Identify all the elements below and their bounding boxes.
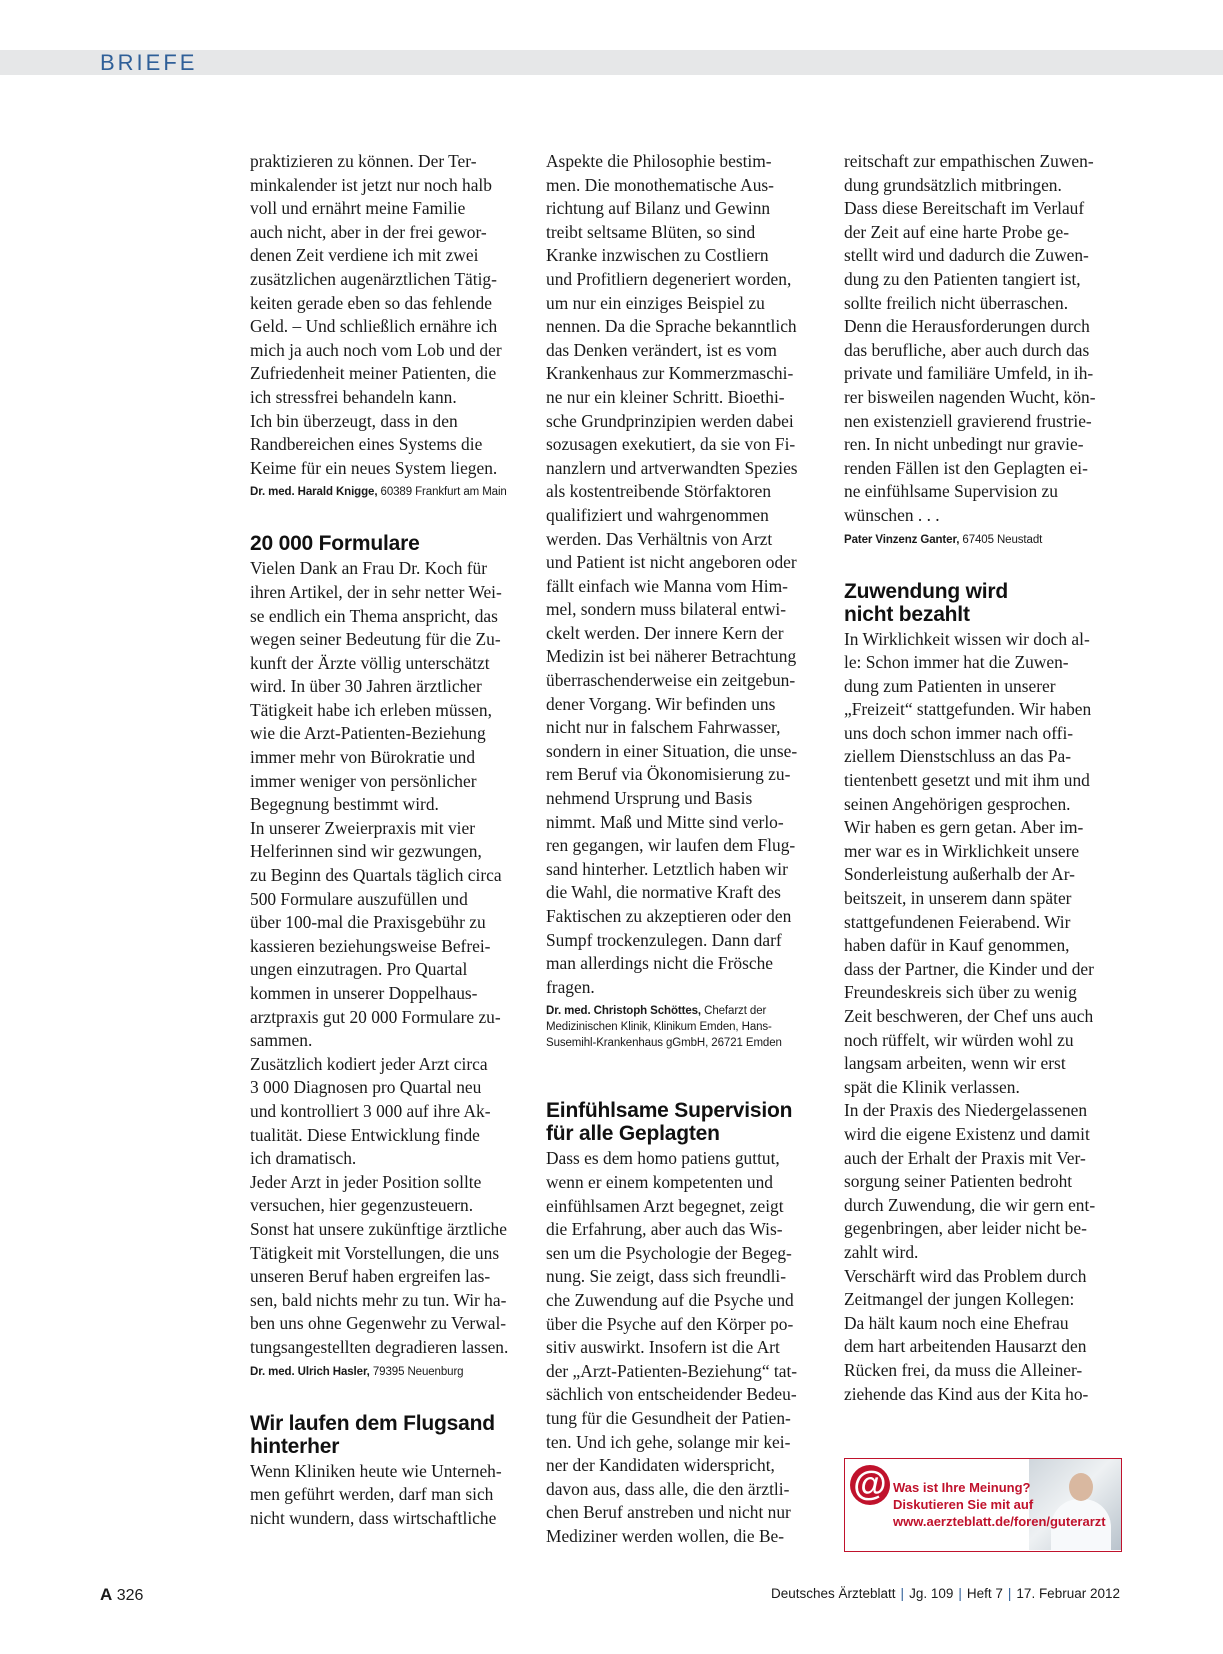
text-line: men geführt werden, darf man sich [250, 1484, 494, 1505]
text-line: ungen einzutragen. Pro Quartal [250, 959, 468, 980]
text-line: private und familiäre Umfeld, in ih- [844, 363, 1094, 384]
signature-line [250, 484, 536, 500]
journal-volume: Jg. 109 [909, 1586, 954, 1601]
article-column-1 [250, 150, 536, 1530]
text-line: In unserer Zweierpraxis mit vier [250, 817, 476, 838]
text-line: dung zum Patienten in unserer [844, 675, 1056, 696]
letter-heading [546, 1099, 832, 1145]
text-line: das berufliche, aber auch durch das [844, 339, 1090, 360]
text-line: die Wahl, die normative Kraft des [546, 882, 781, 903]
text-line: keiten gerade eben so das fehlende [250, 292, 492, 313]
separator: | [1007, 1586, 1012, 1601]
text-line: tualität. Diese Entwicklung finde [250, 1124, 480, 1145]
text-line: Ich bin überzeugt, dass in den [250, 410, 458, 431]
signature-line [546, 1003, 832, 1019]
text-line: noch rüffelt, wir würden wohl zu [844, 1029, 1074, 1050]
text-line: sorgung seiner Patienten bedroht [844, 1171, 1073, 1192]
text-line: nung. Sie zeigt, dass sich freundli- [546, 1266, 787, 1287]
signature-line [250, 1364, 536, 1380]
text-line: mer war es in Wirklichkeit unsere [844, 840, 1080, 861]
text-line: wenn er einem kompetenten und [546, 1171, 773, 1192]
text-line: nimmt. Maß und Mitte sind verlo- [546, 811, 784, 832]
letter-signature [250, 1364, 536, 1380]
text-line: Zufriedenheit meiner Patienten, die [250, 363, 497, 384]
text-line: ckelt werden. Der innere Kern der [546, 622, 784, 643]
heading-line: nicht bezahlt [844, 602, 970, 626]
text-line: Sonderleistung außerhalb der Ar- [844, 864, 1075, 885]
text-line: dung zu den Patienten tangiert ist, [844, 268, 1081, 289]
text-line: In Wirklichkeit wissen wir doch al- [844, 628, 1090, 649]
separator: | [900, 1586, 905, 1601]
at-sign-icon: @ [850, 1465, 890, 1505]
text-line: auch nicht, aber in der frei gewor- [250, 221, 487, 242]
text-line: In der Praxis des Niedergelassenen [844, 1100, 1088, 1121]
heading-line: für alle Geplagten [546, 1122, 720, 1146]
text-line: Zeit beschweren, der Chef uns auch [844, 1006, 1094, 1026]
text-line: sollte freilich nicht überraschen. [844, 292, 1069, 313]
text-line: beitszeit, in unserem dann später [844, 888, 1072, 909]
text-line: Faktischen zu akzeptieren oder den [546, 906, 792, 926]
promo-link[interactable]: www.aerzteblatt.de/foren/guterarzt [893, 1514, 1106, 1529]
letter-heading [250, 1412, 536, 1458]
text-line: fragen. [546, 976, 595, 997]
text-line: treibt seltsame Blüten, so sind [546, 221, 756, 242]
text-line: tungsangestellten degradieren lassen. [250, 1336, 509, 1357]
text-line: zusätzlichen augenärztlichen Tätig- [250, 268, 497, 289]
text-line: Verschärft wird das Problem durch [844, 1265, 1087, 1286]
text-line: reitschaft zur empathischen Zuwen- [844, 151, 1094, 171]
text-line: ren. In nicht unbedingt nur gravie- [844, 434, 1084, 455]
text-line: versuchen, hier gegenzusteuern. [250, 1195, 474, 1216]
text-line: Sonst hat unsere zukünftige ärztliche [250, 1218, 507, 1239]
text-line: dem hart arbeitenden Hausarzt den [844, 1336, 1087, 1357]
text-line: ziellem Dienstschluss an das Pa- [844, 746, 1071, 767]
promo-line-discuss: Diskutieren Sie mit auf [893, 1497, 1034, 1512]
text-line: als kostentreibende Störfaktoren [546, 481, 772, 502]
text-line: Denn die Herausforderungen durch [844, 316, 1090, 337]
page-number-value: 326 [116, 1587, 144, 1604]
text-line: Rücken frei, da muss die Alleiner- [844, 1359, 1083, 1380]
text-line: ren gegangen, wir laufen dem Flug- [546, 835, 796, 856]
text-line: rem Beruf via Ökonomisierung zu- [546, 764, 791, 785]
text-line: tung für die Gesundheit der Patien- [546, 1407, 791, 1428]
text-line: Dass es dem homo patiens guttut, [546, 1148, 780, 1169]
text-line: se endlich ein Thema anspricht, das [250, 605, 498, 626]
text-line: auch der Erhalt der Praxis mit Ver- [844, 1147, 1086, 1168]
text-line: chen Beruf anstreben und nicht nur [546, 1502, 791, 1523]
text-line: Freundeskreis sich über zu wenig [844, 982, 1077, 1003]
text-line: Kranke inzwischen zu Costliern [546, 245, 769, 266]
author-name: Dr. med. Ulrich Hasler, [250, 1365, 370, 1378]
promo-text [893, 1479, 1106, 1530]
heading-line: Zuwendung wird [844, 579, 1009, 603]
text-line: zahlt wird. [844, 1241, 919, 1262]
heading-line: 20 000 Formulare [250, 532, 420, 556]
journal-info [771, 1586, 1120, 1601]
text-line: qualifiziert und wahrgenommen [546, 504, 769, 525]
text-line: nicht wundern, dass wirtschaftliche [250, 1507, 497, 1528]
text-line: ner der Kandidaten widerspricht, [546, 1455, 775, 1476]
text-line: Randbereichen eines Systems die [250, 434, 483, 455]
text-line: stellt wird und dadurch die Zuwen- [844, 245, 1089, 266]
text-line: und Profitliern degeneriert worden, [546, 268, 792, 289]
heading-line: hinterher [250, 1434, 340, 1458]
text-line: überraschenderweise ein zeitgebun- [546, 670, 796, 691]
paragraph [844, 150, 1130, 528]
text-line: sand hinterher. Letztlich haben wir [546, 858, 788, 879]
text-line: seinen Angehörigen gesprochen. [844, 793, 1071, 814]
text-line: Dass diese Bereitschaft im Verlauf [844, 198, 1085, 219]
letter-signature [844, 532, 1130, 548]
text-line: sammen. [250, 1030, 313, 1051]
author-location: 60389 Frankfurt am Main [380, 486, 507, 499]
text-line: spät die Klinik verlassen. [844, 1076, 1020, 1097]
text-line: sozusagen exekutiert, da sie von Fi- [546, 434, 796, 455]
page-number [100, 1585, 143, 1605]
text-line: ben uns ohne Gegenwehr zu Verwal- [250, 1313, 507, 1334]
text-line: nicht nur in falschem Fahrwasser, [546, 717, 781, 738]
text-line: der „Arzt-Patienten-Beziehung“ tat- [546, 1360, 798, 1381]
author-name: Dr. med. Christoph Schöttes, [546, 1005, 702, 1018]
letter-signature [250, 484, 536, 500]
text-line: mel, sondern muss bilateral entwi- [546, 599, 787, 620]
text-line: zu Beginn des Quartals täglich circa [250, 865, 502, 886]
article-column-2 [546, 150, 832, 1548]
text-line: Zeitmangel der jungen Kollegen: [844, 1289, 1075, 1310]
text-line: man allerdings nicht die Frösche [546, 953, 773, 974]
journal-name: Deutsches Ärzteblatt [770, 1586, 896, 1601]
text-line: nanzlern und artverwandten Spezies [546, 457, 798, 478]
text-line: über die Psyche auf den Körper po- [546, 1313, 794, 1334]
separator: | [958, 1586, 962, 1601]
text-line: Tätigkeit mit Vorstellungen, die uns [250, 1242, 500, 1263]
text-line: einfühlsamen Arzt begegnet, zeigt [546, 1195, 784, 1216]
text-line: voll und ernährt meine Familie [250, 198, 466, 219]
text-line: sche Grundprinzipien werden dabei [546, 410, 794, 431]
journal-issue: Heft 7 [966, 1586, 1003, 1601]
text-line: nennen. Da die Sprache bekanntlich [546, 316, 797, 337]
text-line: denen Zeit verdiene ich mit zwei [250, 245, 479, 266]
text-line: ne nur ein kleiner Schritt. Bioethi- [546, 386, 785, 407]
signature-line [546, 1035, 832, 1051]
text-line: kommen in unserer Doppelhaus- [250, 983, 478, 1003]
signature-line [844, 532, 1130, 548]
text-line: renden Fällen ist den Geplagten ei- [844, 457, 1088, 478]
paragraph [546, 150, 832, 999]
text-line: tientenbett gesetzt und mit ihm und [844, 770, 1090, 791]
text-line: che Zuwendung auf die Psyche und [546, 1289, 794, 1310]
text-line: durch Zuwendung, die wir gern ent- [844, 1194, 1096, 1215]
heading-line: Wir laufen dem Flugsand [250, 1411, 495, 1435]
paragraph [250, 150, 536, 480]
author-name: Dr. med. Harald Knigge, [250, 486, 378, 499]
text-line: uns doch schon immer nach offi- [844, 722, 1074, 743]
text-line: nehmend Ursprung und Basis [546, 788, 753, 809]
letter-signature [546, 1003, 832, 1051]
paragraph [844, 628, 1130, 1407]
letter-heading [250, 532, 536, 555]
text-line: ihren Artikel, der in sehr netter Wei- [250, 581, 502, 602]
text-line: ich dramatisch. [250, 1148, 357, 1169]
text-line: men. Die monothematische Aus- [546, 174, 774, 195]
text-line: der Zeit auf eine harte Probe ge- [844, 221, 1069, 242]
author-location: 67405 Neustadt [962, 533, 1043, 546]
text-line: Helferinnen sind wir gezwungen, [250, 841, 482, 862]
text-line: Aspekte die Philosophie bestim- [546, 151, 772, 171]
paragraph [250, 557, 536, 1359]
text-line: richtung auf Bilanz und Gewinn [546, 198, 771, 219]
text-line: und kontrolliert 3 000 auf ihre Ak- [250, 1100, 491, 1121]
text-line: gegenbringen, aber leider nicht be- [844, 1218, 1087, 1239]
text-line: kunft der Ärzte völlig unterschätzt [250, 652, 490, 673]
text-line: 3 000 Diagnosen pro Quartal neu [250, 1077, 482, 1098]
text-line: dung grundsätzlich mitbringen. [844, 174, 1062, 195]
text-line: haben dafür in Kauf genommen, [844, 935, 1070, 956]
text-line: sächlich von entscheidender Bedeu- [546, 1384, 797, 1405]
text-line: sen, bald nichts mehr zu tun. Wir ha- [250, 1289, 507, 1310]
text-line: minkalender ist jetzt nur noch halb [250, 174, 492, 195]
text-line: Medizin ist bei näherer Betrachtung [546, 646, 797, 667]
promo-line-question: Was ist Ihre Meinung? [893, 1480, 1031, 1495]
journal-date: 17. Februar 2012 [1016, 1586, 1120, 1601]
text-line: Wenn Kliniken heute wie Unterneh- [250, 1460, 502, 1481]
text-line: Wir haben es gern getan. Aber im- [844, 817, 1084, 838]
text-line: über 100-mal die Praxisgebühr zu [250, 912, 486, 933]
paragraph [546, 1147, 832, 1548]
text-line: sondern in einer Situation, die unse- [546, 740, 798, 761]
text-line: dass der Partner, die Kinder und der [844, 958, 1094, 979]
text-line: 500 Formulare auszufüllen und [250, 888, 468, 909]
text-line: ne einfühlsame Supervision zu [844, 481, 1058, 502]
text-line: Krankenhaus zur Kommerzmaschi- [546, 363, 794, 384]
text-line: kassieren beziehungsweise Befrei- [250, 935, 491, 956]
page-prefix: A [100, 1585, 113, 1604]
text-line: arztpraxis gut 20 000 Formulare zu- [250, 1006, 501, 1027]
text-line: wird. In über 30 Jahren ärztlicher [250, 676, 482, 697]
text-line: das Denken verändert, ist es vom [546, 339, 777, 360]
author-location: Susemihl-Krankenhaus gGmbH, 26721 Emden [546, 1037, 782, 1050]
text-line: sen um die Psychologie der Begeg- [546, 1242, 792, 1263]
author-name: Pater Vinzenz Ganter, [844, 533, 960, 546]
text-line: ziehende das Kind aus der Kita ho- [844, 1383, 1089, 1404]
text-line: le: Schon immer hat die Zuwen- [844, 652, 1069, 673]
text-line: Keime für ein neues System liegen. [250, 457, 498, 478]
text-line: dener Vorgang. Wir befinden uns [546, 693, 776, 714]
signature-line [546, 1019, 832, 1035]
text-line: ich stressfrei behandeln kann. [250, 386, 457, 407]
text-line: wird die eigene Existenz und damit [844, 1123, 1090, 1144]
text-line: Begegnung bestimmt wird. [250, 794, 439, 815]
author-location: Chefarzt der [704, 1005, 767, 1018]
text-line: ten. Und ich gehe, solange mir kei- [546, 1431, 791, 1452]
text-line: Da hält kaum noch eine Ehefrau [844, 1312, 1069, 1333]
text-line: werden. Das Verhältnis von Arzt [546, 528, 773, 549]
text-line: Vielen Dank an Frau Dr. Koch für [250, 558, 488, 579]
text-line: Sumpf trockenzulegen. Dann darf [546, 929, 782, 950]
text-line: unseren Beruf haben ergreifen las- [250, 1266, 491, 1287]
letter-heading [844, 580, 1130, 626]
text-line: Tätigkeit habe ich erleben müssen, [250, 699, 492, 720]
author-location: 79395 Neuenburg [372, 1365, 464, 1378]
text-line: immer weniger von persönlicher [250, 770, 477, 791]
text-line: Geld. – Und schließlich ernähre ich [250, 316, 498, 337]
article-column-3 [844, 150, 1130, 1406]
text-line: wie die Arzt-Patienten-Beziehung [250, 723, 486, 744]
text-line: „Freizeit“ stattgefunden. Wir haben [844, 699, 1092, 720]
text-line: langsam arbeiten, wenn wir erst [844, 1053, 1066, 1074]
heading-line: Einfühlsame Supervision [546, 1099, 793, 1123]
text-line: sitiv auswirkt. Insofern ist die Art [546, 1337, 780, 1358]
text-line: immer mehr von Bürokratie und [250, 747, 476, 768]
text-line: fällt einfach wie Manna vom Him- [546, 575, 788, 596]
text-line: wegen seiner Bedeutung für die Zu- [250, 629, 501, 650]
text-line: die Erfahrung, aber auch das Wis- [546, 1219, 783, 1240]
text-line: Jeder Arzt in jeder Position sollte [250, 1171, 482, 1192]
text-line: praktizieren zu können. Der Ter- [250, 151, 477, 171]
paragraph [250, 1460, 536, 1531]
author-location: Medizinischen Klinik, Klinikum Emden, Hans- [546, 1021, 772, 1034]
text-line: Mediziner werden wollen, die Be- [546, 1525, 785, 1546]
text-line: mich ja auch noch vom Lob und der [250, 339, 502, 360]
text-line: wünschen . . . [844, 504, 940, 525]
forum-promo-box[interactable] [844, 1458, 1122, 1552]
text-line: stattgefundenen Feierabend. Wir [844, 911, 1071, 932]
text-line: um nur ein einziges Beispiel zu [546, 292, 765, 313]
text-line: davon aus, dass alle, die den ärztli- [546, 1478, 790, 1499]
text-line: rer bisweilen nagenden Wucht, kön- [844, 386, 1096, 407]
text-line: und Patient ist nicht angeboren oder [546, 552, 797, 573]
section-label: BRIEFE [100, 50, 198, 75]
text-line: nen existenziell gravierend frustrie- [844, 410, 1092, 431]
text-line: Zusätzlich kodiert jeder Arzt circa [250, 1053, 488, 1074]
